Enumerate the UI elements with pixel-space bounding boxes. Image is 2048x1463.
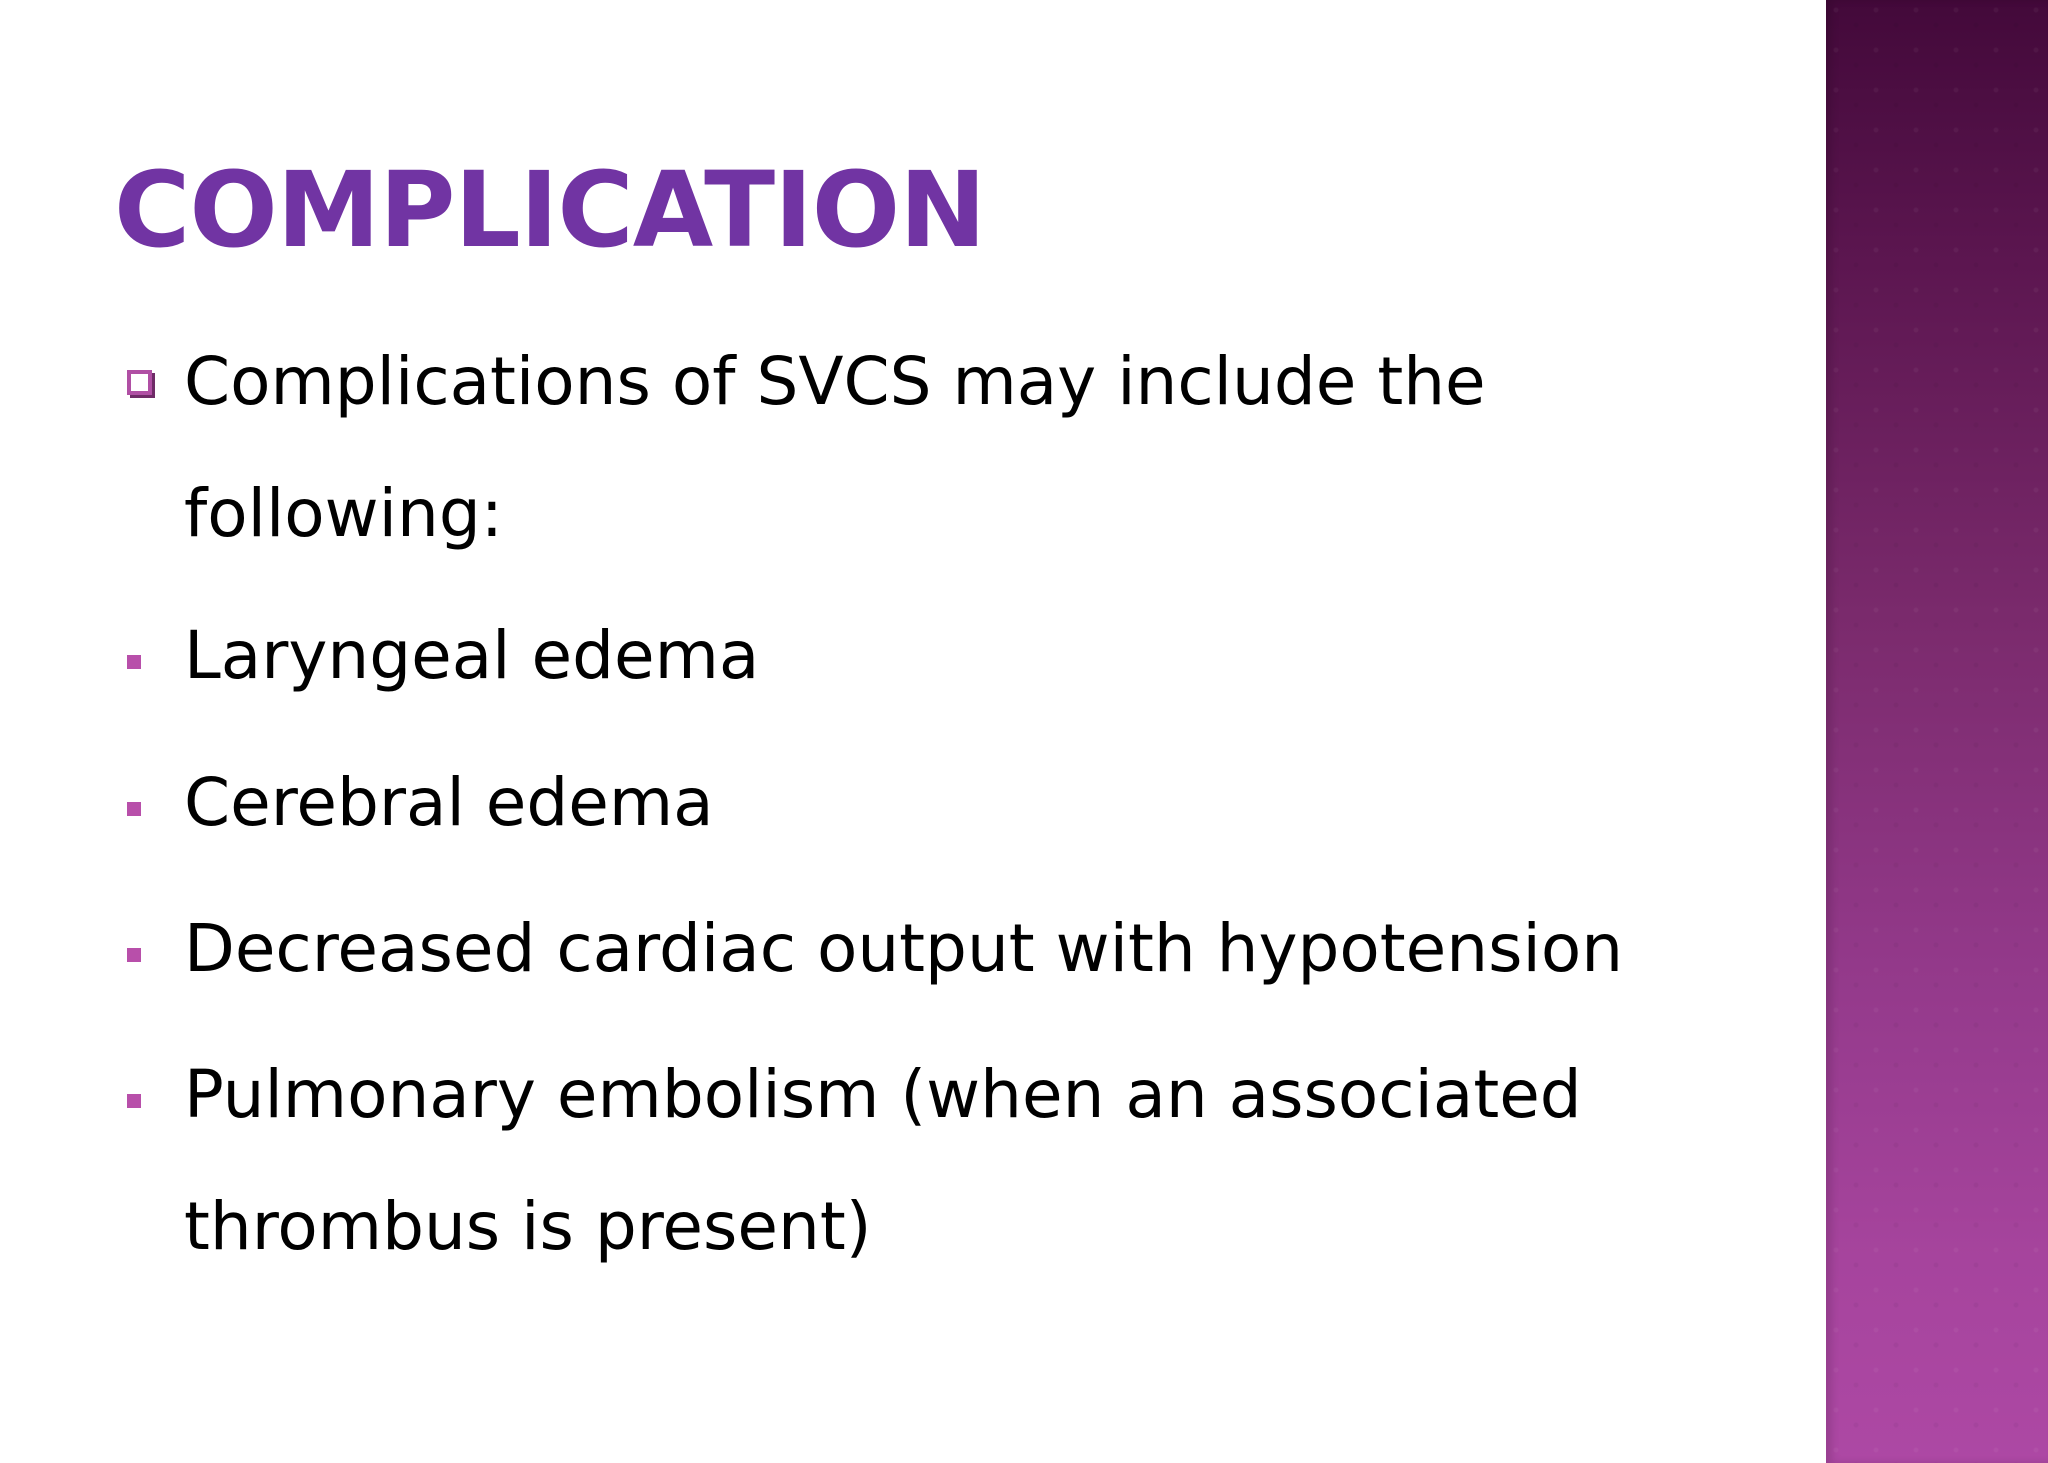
list-item-text: Decreased cardiac output with hypotension	[184, 910, 1624, 987]
list-item	[184, 883, 1684, 1015]
list-item-text: Cerebral edema	[184, 764, 714, 841]
intro-line-1: Complications of SVCS may include the	[184, 343, 1486, 420]
list-item-line-1: Pulmonary embolism (when an associated	[184, 1056, 1582, 1133]
hollow-square-bullet-icon	[127, 370, 152, 395]
filled-square-bullet-icon	[127, 1094, 141, 1108]
intro-bullet	[184, 316, 1684, 580]
list-item-line-2: thrombus is present)	[184, 1188, 872, 1265]
slide-title: COMPLICATION	[114, 149, 986, 271]
list-item-text: Laryngeal edema	[184, 617, 760, 694]
filled-square-bullet-icon	[127, 655, 141, 669]
filled-square-bullet-icon	[127, 948, 141, 962]
list-item	[184, 590, 1684, 722]
filled-square-bullet-icon	[127, 802, 141, 816]
list-item	[184, 737, 1684, 869]
list-item	[184, 1029, 1684, 1293]
decorative-side-band	[1826, 0, 2048, 1463]
intro-line-2: following:	[184, 475, 503, 552]
